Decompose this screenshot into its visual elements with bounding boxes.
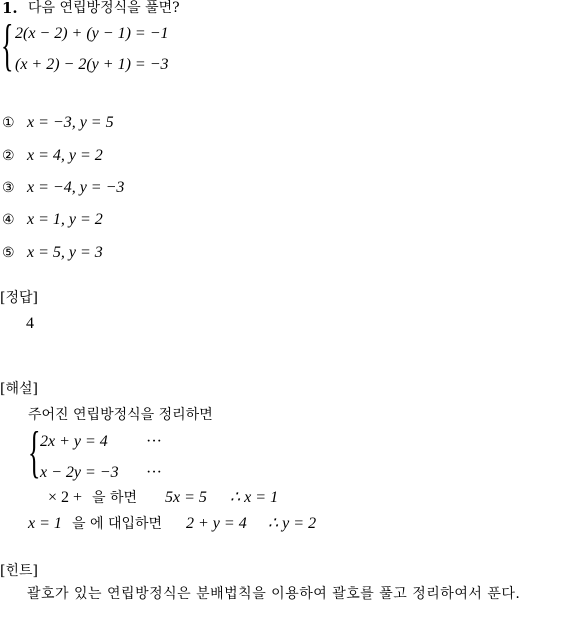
choice-4-text: x = 1, y = 2	[27, 211, 103, 228]
explanation-eq-1: 2x + y = 4	[40, 433, 108, 450]
step1-text: 을 하면	[92, 490, 138, 506]
choice-3-marker: ③	[2, 180, 15, 196]
step2-equation: 2 + y = 4	[186, 515, 247, 532]
answer-heading: [정답]	[0, 290, 38, 306]
choice-2-text: x = 4, y = 2	[27, 147, 103, 164]
choice-4-marker: ④	[2, 212, 15, 228]
choice-5-marker: ⑤	[2, 245, 15, 261]
equation-system-brace: {	[1, 13, 14, 78]
choice-1-marker: ①	[2, 115, 15, 131]
step2-substitution: x = 1	[28, 515, 62, 532]
choice-3-text: x = −4, y = −3	[27, 179, 125, 196]
hint-text: 괄호가 있는 연립방정식은 분배법칙을 이용하여 괄호를 풀고 정리하여서 푼다.	[27, 586, 521, 602]
problem-number: 1.	[2, 0, 18, 17]
explanation-eq-1-dots: ···	[146, 433, 162, 450]
step1-equation: 5x = 5	[165, 489, 207, 506]
equation-1: 2(x − 2) + (y − 1) = −1	[15, 25, 169, 42]
step2-result: ∴ y = 2	[268, 515, 317, 532]
problem-question: 다음 연립방정식을 풀면?	[28, 0, 180, 16]
step1-operation: × 2 +	[48, 489, 83, 506]
step2-text: 을 에 대입하면	[72, 516, 163, 532]
hint-heading: [힌트]	[0, 563, 38, 579]
answer-value: 4	[26, 315, 34, 332]
explanation-eq-2: x − 2y = −3	[40, 464, 119, 481]
explanation-heading: [해설]	[0, 381, 38, 397]
explanation-eq-2-dots: ···	[146, 464, 162, 481]
choice-1-text: x = −3, y = 5	[27, 114, 114, 131]
explanation-system-brace: {	[28, 420, 41, 485]
step1-result: ∴ x = 1	[230, 489, 279, 506]
choice-2-marker: ②	[2, 148, 15, 164]
equation-2: (x + 2) − 2(y + 1) = −3	[15, 56, 169, 73]
choice-5-text: x = 5, y = 3	[27, 244, 103, 261]
explanation-intro: 주어진 연립방정식을 정리하면	[28, 407, 213, 423]
